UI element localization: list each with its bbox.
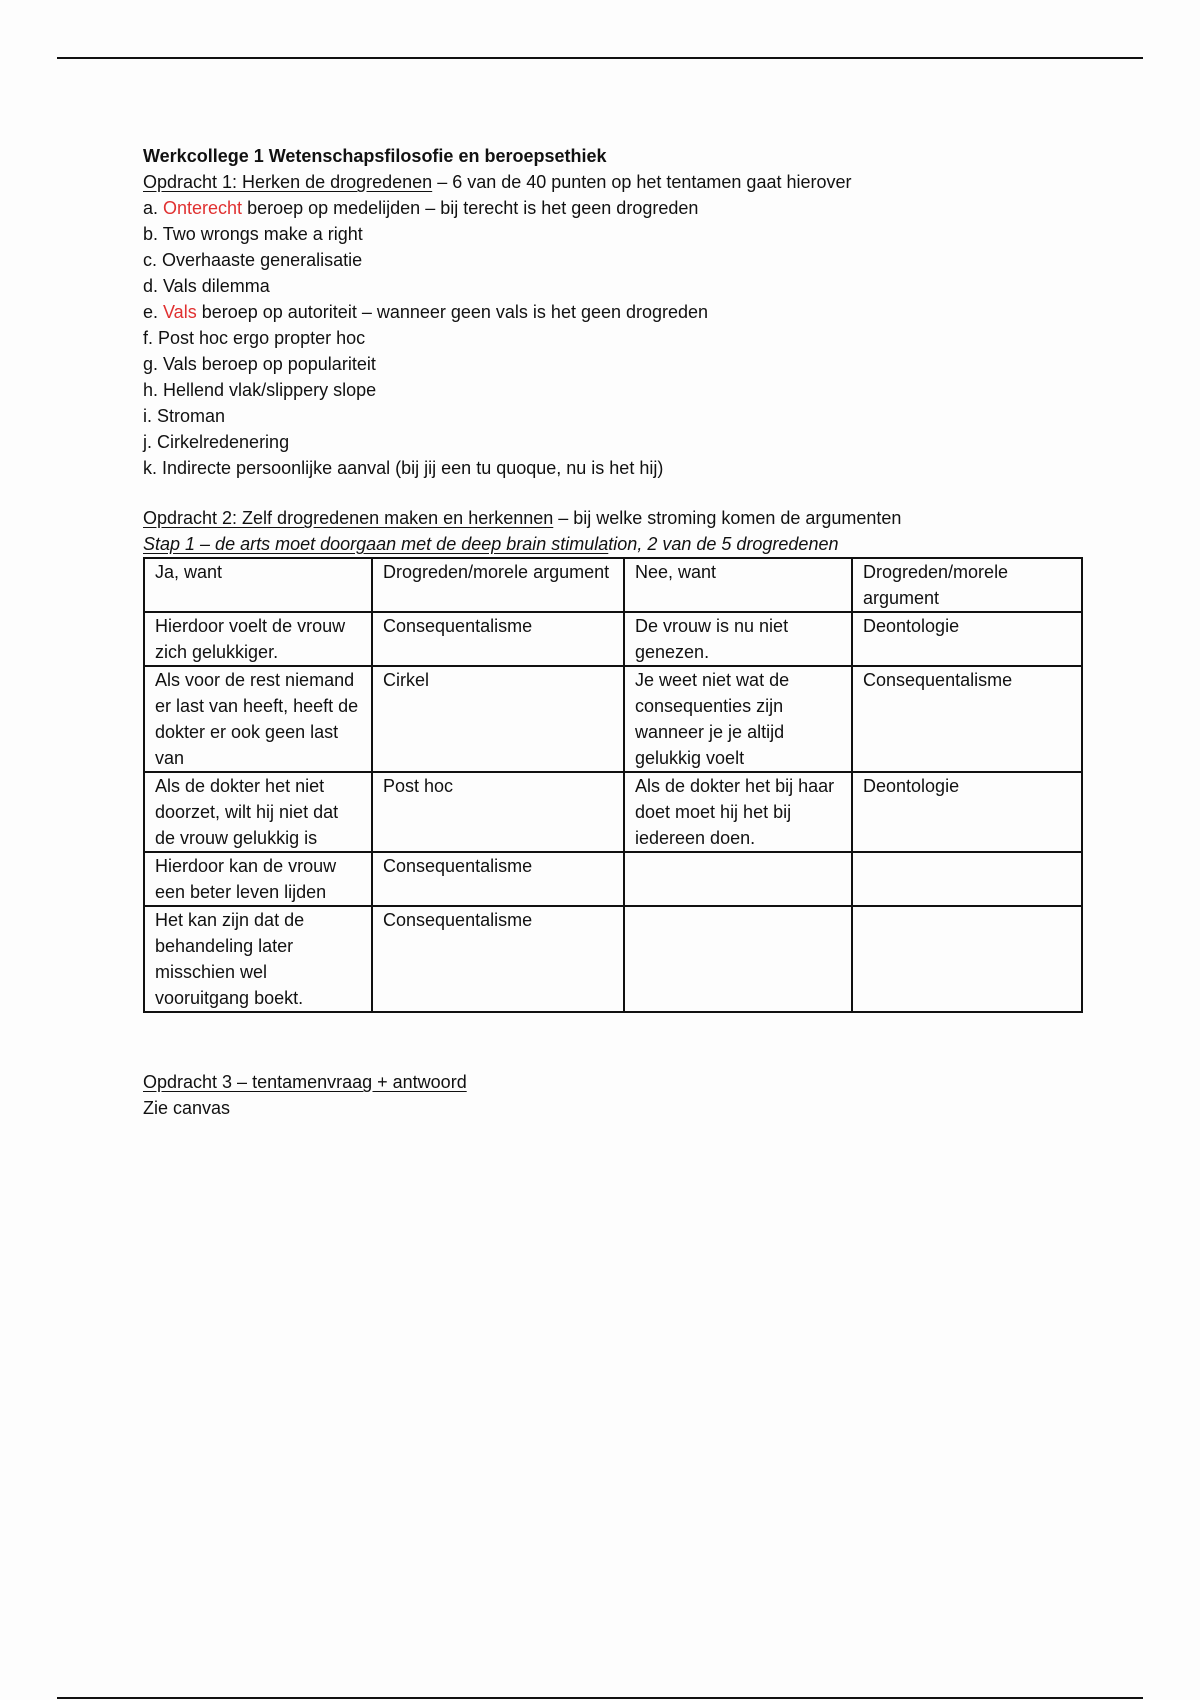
item-prefix: j. [143,432,158,452]
table-cell [852,852,1082,906]
list-item [143,403,1083,429]
list-item [143,247,1083,273]
item-text: Vals dilemma [163,276,270,296]
item-prefix: g. [143,354,164,374]
table-cell: Post hoc [372,772,624,852]
opdracht1-list [143,195,1083,481]
opdracht3-heading-line [143,1069,1083,1095]
list-item [143,429,1083,455]
table-row [144,906,1082,1012]
item-text: Cirkelredenering [157,432,290,452]
item-prefix: c. [143,250,163,270]
document-body [143,143,1083,1121]
table-cell [624,906,852,1012]
item-prefix: a. [143,198,164,218]
item-prefix: i. [143,406,158,426]
opdracht2-note: – bij welke stroming komen de argumenten [553,508,902,528]
item-text: Vals beroep op populariteit [163,354,376,374]
table-cell: Als de dokter het bij haar doet moet hij het bij iedereen doen. [624,772,852,852]
item-prefix: f. [143,328,159,348]
item-highlight: Vals [163,302,197,322]
item-text: Hellend vlak/slippery slope [163,380,377,400]
table-header-cell: Drogreden/morele argument [372,558,624,612]
table-cell: Deontologie [852,772,1082,852]
bottom-rule [57,1697,1143,1699]
spacer [143,1013,1083,1069]
list-item [143,273,1083,299]
spacer [143,481,1083,505]
top-rule [57,57,1143,59]
item-text: Post hoc ergo propter hoc [158,328,366,348]
table-cell: Consequentalisme [372,852,624,906]
table-cell: Cirkel [372,666,624,772]
opdracht1-heading-line [143,169,1083,195]
table-cell: Hierdoor kan de vrouw een beter leven lijden [144,852,372,906]
table-cell: Deontologie [852,612,1082,666]
opdracht2-heading-line [143,505,1083,531]
table-cell: Consequentalisme [372,906,624,1012]
table-header-cell: Drogreden/morele argument [852,558,1082,612]
item-prefix: d. [143,276,164,296]
table-cell: Als voor de rest niemand er last van heeft, heeft de dokter er ook geen last van [144,666,372,772]
table-cell [852,906,1082,1012]
item-text: Indirecte persoonlijke aanval (bij jij een tu quoque, nu is het hij) [162,458,664,478]
item-text: Two wrongs make a right [162,224,363,244]
opdracht2-heading: Opdracht 2: Zelf drogredenen maken en herkennen [143,508,554,528]
table-row [144,772,1082,852]
table-header-cell: Nee, want [624,558,852,612]
table-header-cell: Ja, want [144,558,372,612]
list-item [143,377,1083,403]
document-title: Werkcollege 1 Wetenschapsfilosofie en beroepsethiek [143,146,607,166]
table-cell [624,852,852,906]
item-text: Overhaaste generalisatie [162,250,363,270]
stap1-line [143,531,1083,557]
table-cell: Hierdoor voelt de vrouw zich gelukkiger. [144,612,372,666]
stap1-rest: tion, 2 van de 5 drogredenen [608,534,839,554]
list-item [143,455,1083,481]
opdracht1-note: – 6 van de 40 punten op het tentamen gaat hierover [432,172,852,192]
table-cell: Het kan zijn dat de behandeling later misschien wel vooruitgang boekt. [144,906,372,1012]
list-item [143,351,1083,377]
list-item [143,325,1083,351]
opdracht3-heading: Opdracht 3 – tentamenvraag + antwoord [143,1072,467,1092]
table-cell: Consequentalisme [852,666,1082,772]
list-item [143,221,1083,247]
list-item [143,195,1083,221]
table-cell: Je weet niet wat de consequenties zijn wanneer je je altijd gelukkig voelt [624,666,852,772]
item-prefix: b. [143,224,163,244]
argument-table [143,557,1083,1013]
list-item [143,299,1083,325]
table-row [144,666,1082,772]
item-prefix: h. [143,380,164,400]
table-cell: Consequentalisme [372,612,624,666]
item-prefix: k. [143,458,163,478]
item-text: Stroman [157,406,226,426]
table-row [144,612,1082,666]
stap1-underlined: Stap 1 – de arts moet doorgaan met de deep brain stimula [143,534,609,554]
item-text: beroep op autoriteit – wanneer geen vals is het geen drogreden [196,302,709,322]
table-header-row [144,558,1082,612]
table-row [144,852,1082,906]
table-cell: Als de dokter het niet doorzet, wilt hij niet dat de vrouw gelukkig is [144,772,372,852]
opdracht3-text: Zie canvas [143,1098,231,1118]
item-text: beroep op medelijden – bij terecht is het geen drogreden [242,198,699,218]
item-prefix: e. [143,302,164,322]
table-cell: De vrouw is nu niet genezen. [624,612,852,666]
opdracht1-heading: Opdracht 1: Herken de drogredenen [143,172,433,192]
item-highlight: Onterecht [163,198,243,218]
